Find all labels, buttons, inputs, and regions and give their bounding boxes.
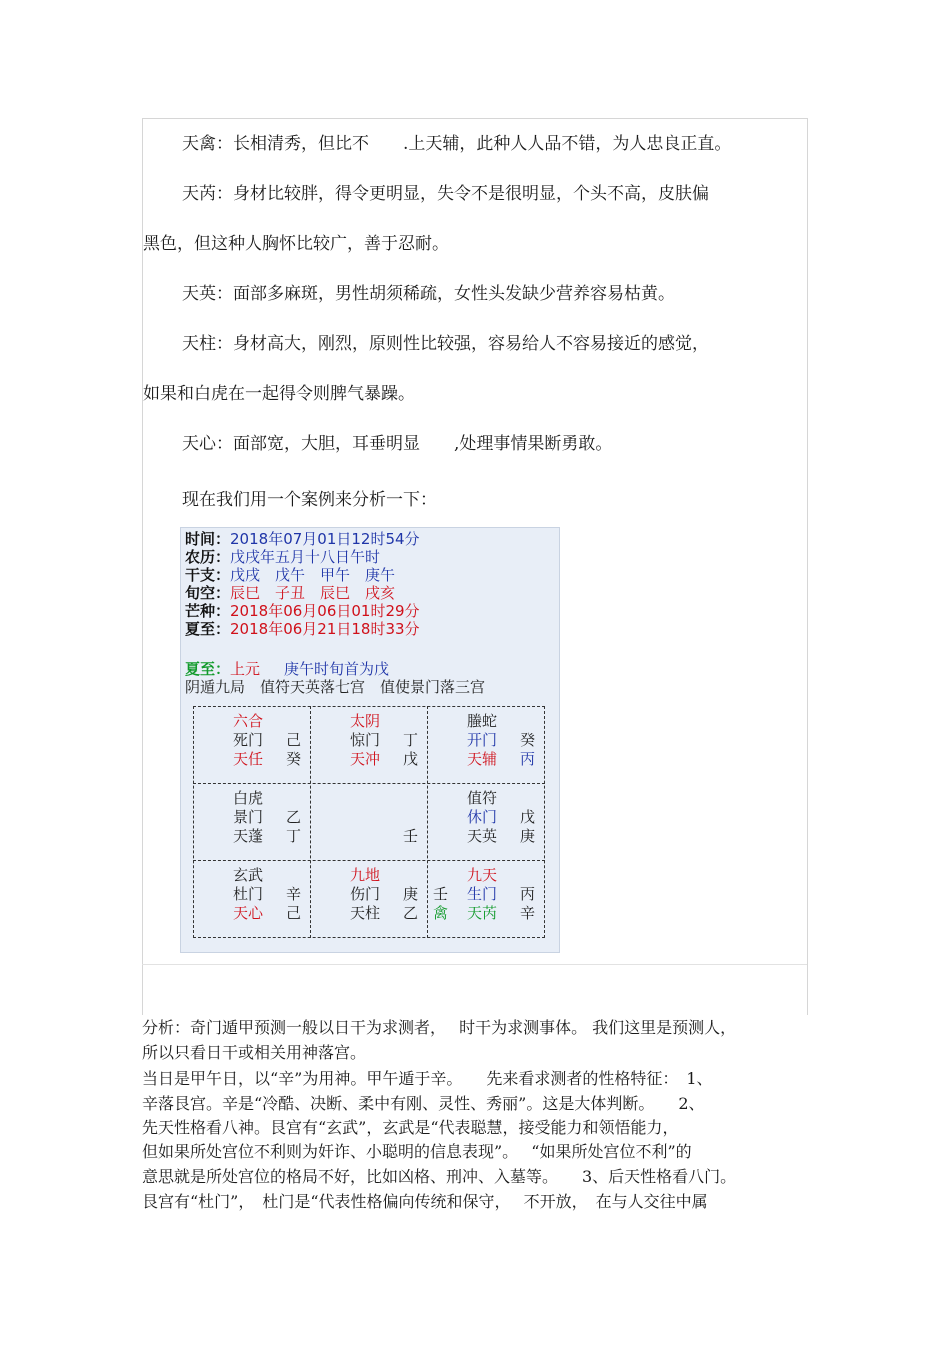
info-mangzhong: 芒种：2018年06月06日01时29分 [185, 602, 420, 620]
palace-stem: 辛 [520, 904, 536, 922]
analysis-line: 但如果所处宫位不利则为奸诈、小聪明的信息表现”。 “如果所处宫位不利”的 [142, 1142, 692, 1161]
paragraph-case-intro: 现在我们用一个案例来分析一下： [182, 490, 437, 510]
palace-door: 景门 [233, 808, 264, 826]
palace-stem: 丁 [286, 827, 302, 845]
palace-star: 天芮 [467, 904, 498, 922]
analysis-line: 分析：奇门遁甲预测一般以日干为求测者， 时干为求测事体。 我们这里是预测人， [142, 1018, 737, 1037]
palace-star: 天蓬 [233, 827, 264, 845]
info-xunkong: 旬空：辰巳 子丑 辰巳 戌亥 [185, 584, 396, 602]
palace-center [310, 783, 427, 860]
palace-door: 伤门 [350, 885, 381, 903]
palace-stem: 壬 [403, 827, 419, 845]
paragraph-tianxin: 天心：面部宽，大胆，耳垂明显 ,处理事情果断勇敢。 [182, 434, 613, 454]
palace-qian [427, 860, 544, 937]
palace-star: 天冲 [350, 750, 381, 768]
palace-star: 天柱 [350, 904, 381, 922]
palace-stem: 戊 [403, 750, 419, 768]
palace-god: 六合 [233, 712, 264, 730]
paragraph-tianzhu-cont: 如果和白虎在一起得令则脾气暴躁。 [143, 384, 415, 404]
info-lunar: 农历：戊戌年五月十八日午时 [185, 548, 381, 566]
analysis-line: 先天性格看八神。艮宫有“玄武”，玄武是“代表聪慧，接受能力和领悟能力， [142, 1118, 679, 1137]
info-yuan: 夏至：上元 庚午时旬首为戊 [185, 660, 390, 678]
palace-stem: 庚 [403, 885, 419, 903]
palace-li [310, 706, 427, 783]
palace-star: 天心 [233, 904, 264, 922]
palace-door: 杜门 [233, 885, 264, 903]
palace-stem: 己 [286, 731, 302, 749]
palace-star: 天英 [467, 827, 498, 845]
analysis-line: 艮宫有“杜门”， 杜门是“代表性格偏向传统和保守， 不开放， 在与人交往中属 [142, 1192, 708, 1211]
palace-god: 九天 [467, 866, 498, 884]
paragraph-tianzhu: 天柱：身材高大，刚烈，原则性比较强，容易给人不容易接近的感觉， [182, 334, 709, 354]
palace-stem: 癸 [520, 731, 536, 749]
frame-divider [142, 964, 807, 965]
palace-god: 白虎 [233, 789, 264, 807]
palace-door: 死门 [233, 731, 264, 749]
qimen-chart-screenshot [180, 527, 560, 953]
palace-stem: 乙 [286, 808, 302, 826]
palace-stem: 辛 [286, 885, 302, 903]
palace-door: 惊门 [350, 731, 381, 749]
palace-stem: 丁 [403, 731, 419, 749]
analysis-line: 当日是甲午日，以“辛”为用神。甲午遁于辛。 先来看求测者的性格特征： 1、 [142, 1069, 713, 1088]
palace-extra-star: 禽 [433, 904, 449, 922]
palace-door: 休门 [467, 808, 498, 826]
palace-star: 天辅 [467, 750, 498, 768]
palace-xun [193, 706, 310, 783]
paragraph-tianrui-cont: 黑色，但这种人胸怀比较广，善于忍耐。 [143, 234, 449, 254]
palace-god: 九地 [350, 866, 381, 884]
palace-door: 生门 [467, 885, 498, 903]
palace-zhen [193, 783, 310, 860]
palace-stem: 丙 [520, 885, 536, 903]
palace-door: 开门 [467, 731, 498, 749]
palace-god: 螣蛇 [467, 712, 498, 730]
palace-god: 值符 [467, 789, 498, 807]
palace-stem: 己 [286, 904, 302, 922]
palace-extra-stem: 壬 [433, 885, 449, 903]
info-ganzhi: 干支：戊戌 戊午 甲午 庚午 [185, 566, 396, 584]
paragraph-tianying: 天英：面部多麻斑，男性胡须稀疏，女性头发缺少营养容易枯黄。 [182, 284, 675, 304]
analysis-line: 意思就是所处宫位的格局不好，比如凶格、刑冲、入墓等。 3、后天性格看八门。 [142, 1167, 737, 1186]
paragraph-tianrui: 天芮：身材比较胖，得令更明显，失令不是很明显，个头不高，皮肤偏 [182, 184, 709, 204]
palace-kan [310, 860, 427, 937]
palace-dui [427, 783, 544, 860]
palace-stem: 丙 [520, 750, 536, 768]
palace-gen [193, 860, 310, 937]
paragraph-tianqin: 天禽：长相清秀，但比不 .上天辅，此种人人品不错，为人忠良正直。 [182, 134, 732, 154]
palace-stem: 戊 [520, 808, 536, 826]
palace-stem: 乙 [403, 904, 419, 922]
analysis-line: 所以只看日干或相关用神落宫。 [142, 1043, 367, 1062]
palace-grid [193, 706, 545, 938]
palace-star: 天任 [233, 750, 264, 768]
palace-kun [427, 706, 544, 783]
palace-god: 太阴 [350, 712, 381, 730]
palace-stem: 庚 [520, 827, 536, 845]
palace-stem: 癸 [286, 750, 302, 768]
palace-god: 玄武 [233, 866, 264, 884]
info-xiazhi: 夏至：2018年06月21日18时33分 [185, 620, 420, 638]
info-ju: 阴遁九局 值符天英落七宫 值使景门落三宫 [185, 678, 486, 696]
analysis-line: 辛落艮宫。辛是“冷酷、决断、柔中有刚、灵性、秀丽”。这是大体判断。 2、 [142, 1094, 705, 1113]
info-time: 时间：2018年07月01日12时54分 [185, 530, 420, 548]
